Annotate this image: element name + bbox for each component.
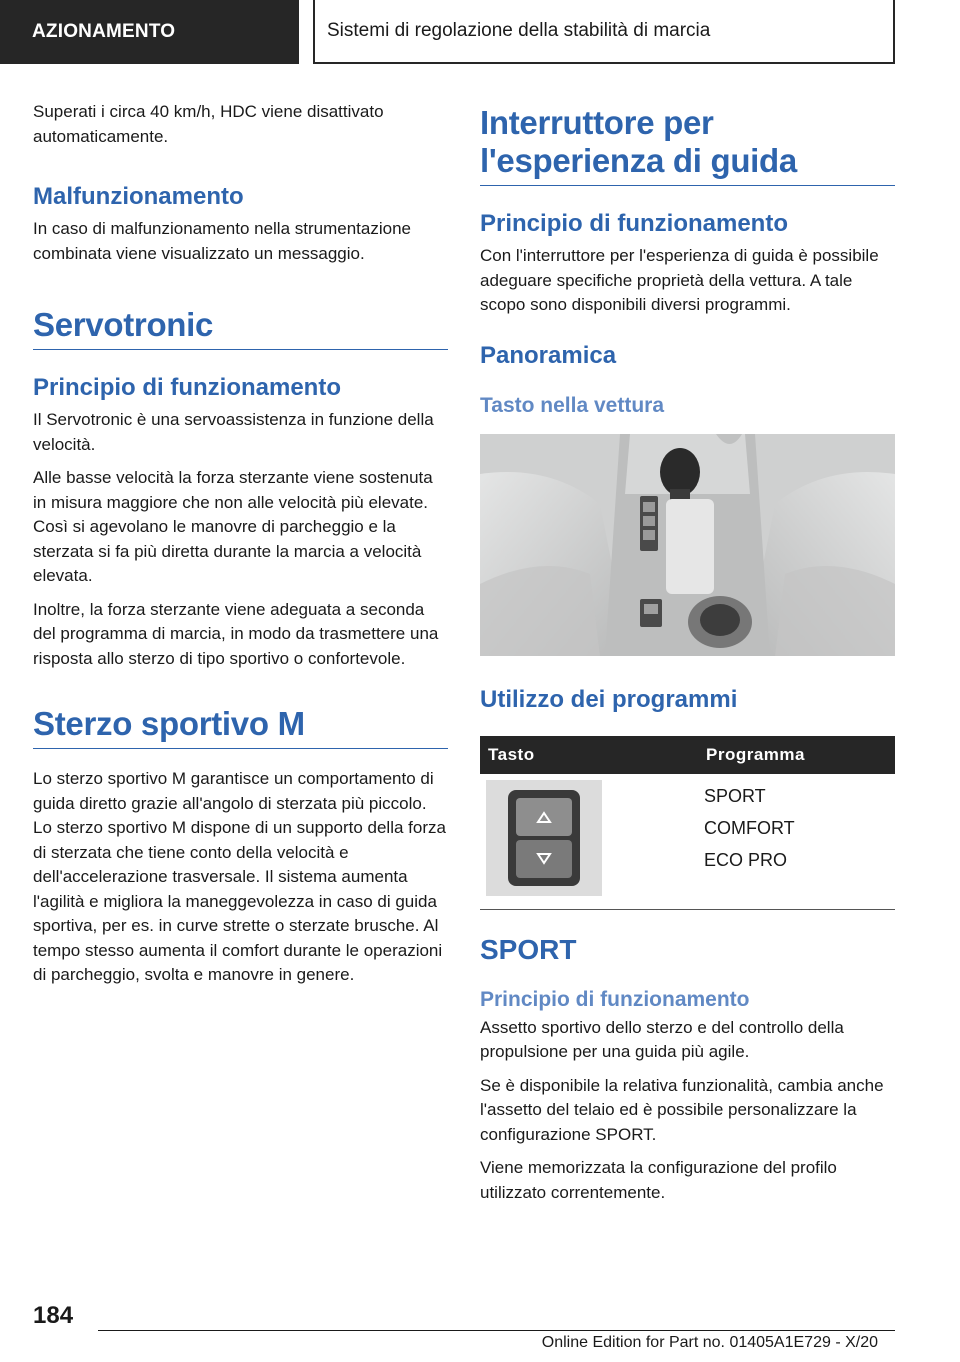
center-console-illustration (480, 434, 895, 656)
servotronic-paragraph-2: Alle basse velocità la forza sterzante viene sostenuta in misura maggiore che non alle velocità più elevate. Così si agevolano le manovre di parcheggio e la sterzata si fa più diretta durante la marcia a velocità elevata. (33, 468, 433, 585)
use-programs-heading: Utilizzo dei programmi (480, 685, 738, 713)
servotronic-heading: Servotronic (33, 306, 448, 350)
servotronic-paragraph-3: Inoltre, la forza sterzante viene adeguata a seconda del programma di marcia, in modo da trasmettere una risposta allo sterzo di tipo sportivo o confortevole. (33, 599, 439, 668)
malfunction-heading: Malfunzionamento (33, 183, 244, 210)
sport-steering-text: Lo sterzo sportivo M garantisce un comportamento di guida diretto grazie all'angolo di sterzata più piccolo. Lo sterzo sportivo M dispone di un supporto della forza di sterzata che tiene conto della velocità e dell'accelerazione trasversale. Il sistema aumenta l'agilità e migliora la maneggevolezza in caso di guida sportiva, per es. in curve strette o sterzate brusche. Al tempo stesso aumenta il comfort durante le operazioni di parcheggio, svolta e manovre in genere. (33, 769, 446, 984)
footer-divider (98, 1330, 895, 1331)
button-image-cell (480, 774, 698, 910)
column-header-program: Programma (698, 736, 895, 774)
left-column (33, 100, 448, 997)
program-eco-pro: ECO PRO (704, 849, 788, 870)
sport-principle-heading: Principio di funzionamento (480, 987, 750, 1011)
sport-heading: SPORT (480, 933, 577, 965)
page-number: 184 (33, 1302, 74, 1329)
rocker-switch-image (486, 780, 602, 896)
servotronic-paragraph-1: Il Servotronic è una servoassistenza in funzione della velocità. (33, 410, 434, 454)
program-sport: SPORT (704, 785, 766, 806)
sport-paragraph-2: Se è disponibile la relativa funzionalità, cambia anche l'assetto del telaio ed è possibile personalizzare la configurazione SPORT. (480, 1075, 884, 1144)
center-console-photo (480, 434, 895, 656)
header-chapter-title: Sistemi di regolazione della stabilità di marcia (313, 0, 895, 64)
footer-edition-text: Online Edition for Part no. 01405A1E729 - X/20 (541, 1334, 878, 1351)
program-list-cell (698, 774, 895, 910)
servotronic-principle-heading: Principio di funzionamento (33, 374, 341, 401)
program-table (480, 736, 895, 910)
malfunction-text: In caso di malfunzionamento nella strumentazione combinata viene visualizzato un messaggio. (33, 219, 411, 263)
driving-experience-switch-heading: Interruttore per l'esperienza di guida (480, 104, 895, 186)
header-section-label: AZIONAMENTO (0, 0, 299, 64)
sport-steering-heading: Sterzo sportivo M (33, 705, 448, 749)
program-list (704, 780, 889, 876)
sport-paragraph-3: Viene memorizzata la configurazione del profilo utilizzato correntemente. (480, 1158, 837, 1202)
overview-heading: Panoramica (480, 341, 617, 369)
program-table-header-row (480, 736, 895, 774)
table-row (480, 774, 895, 910)
column-header-button: Tasto (480, 736, 698, 774)
program-comfort: COMFORT (704, 817, 795, 838)
switch-principle-text: Con l'interruttore per l'esperienza di guida è possibile adeguare specifiche proprietà della vettura. A tale scopo sono disponibili diversi programmi. (480, 246, 879, 314)
switch-principle-heading: Principio di funzionamento (480, 210, 788, 237)
right-column (480, 100, 895, 1214)
sport-paragraph-1: Assetto sportivo dello sterzo e del controllo della propulsione per una guida più agile. (480, 1017, 844, 1061)
button-in-vehicle-heading: Tasto nella vettura (480, 393, 664, 417)
hdc-intro-text: Superati i circa 40 km/h, HDC viene disattivato automaticamente. (33, 102, 384, 146)
